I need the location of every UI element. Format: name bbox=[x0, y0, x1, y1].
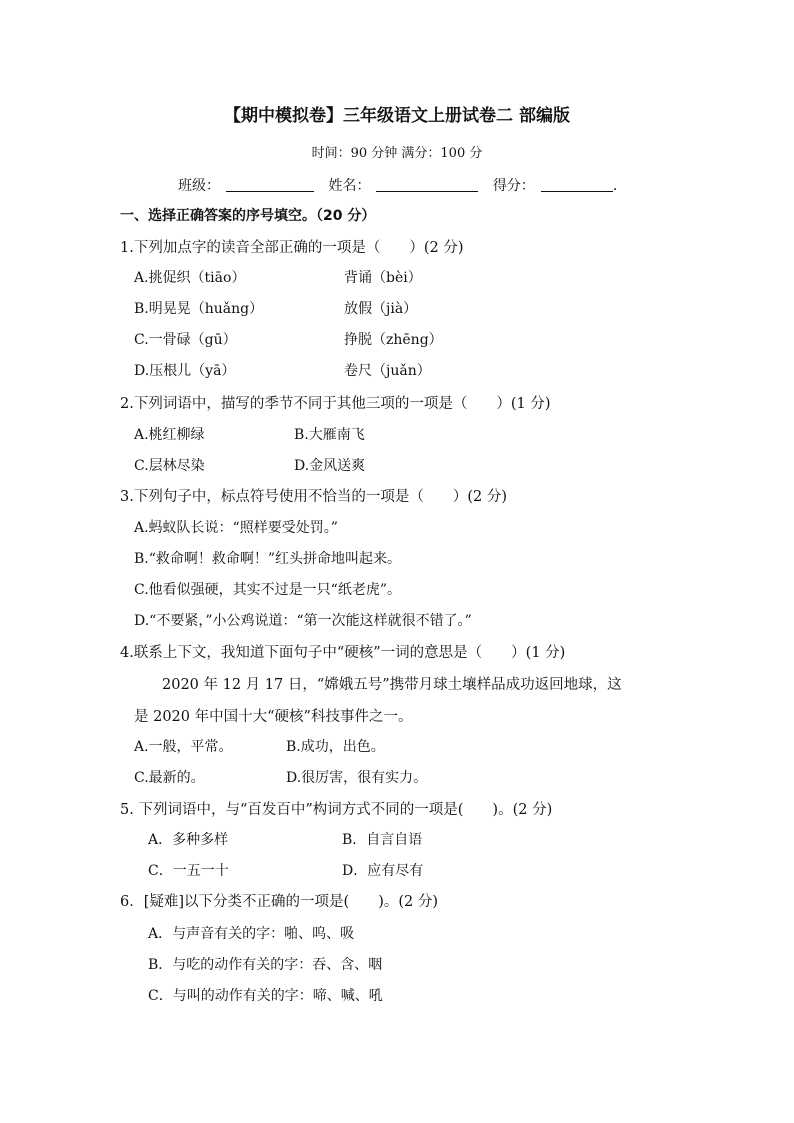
q1-option-c-second: 挣脱（zhēng） bbox=[344, 332, 443, 348]
q5-option-c[interactable]: C．一五一十 bbox=[148, 863, 229, 879]
q3-option-a[interactable]: A.蚂蚁队长说：“照样要受处罚。” bbox=[134, 520, 338, 536]
class-label: 班级： bbox=[178, 178, 220, 194]
q1-option-a[interactable]: A.挑促织（tiāo） bbox=[134, 270, 246, 286]
exam-time-info: 时间：90 分钟 满分：100 分 bbox=[311, 146, 483, 161]
score-label: 得分： bbox=[492, 178, 535, 194]
question-1-stem: 1.下列加点字的读音全部正确的一项是（ ）(2 分) bbox=[120, 240, 464, 256]
q1-option-d[interactable]: D.压根儿（yā） bbox=[134, 363, 236, 379]
q4-passage-line-1: 2020 年 12 月 17 日，“嫦娥五号”携带月球土壤样品成功返回地球，这 bbox=[162, 677, 622, 693]
q4-passage-line-2: 是 2020 年中国十大“硬核”科技事件之一。 bbox=[134, 709, 413, 725]
q1-option-b-second: 放假（jià） bbox=[344, 301, 418, 317]
question-6-stem: 6．[疑难]以下分类不正确的一项是( )。(2 分) bbox=[120, 894, 439, 910]
name-blank[interactable] bbox=[376, 177, 478, 192]
student-info-row bbox=[178, 176, 617, 196]
section-heading: 一、选择正确答案的序号填空。（20 分） bbox=[120, 208, 376, 224]
q4-option-b[interactable]: B.成功，出色。 bbox=[286, 739, 385, 755]
q4-option-a[interactable]: A.一般，平常。 bbox=[134, 739, 233, 755]
name-label: 姓名： bbox=[328, 178, 371, 194]
q3-option-c[interactable]: C.他看似强硬，其实不过是一只“纸老虎”。 bbox=[134, 582, 401, 598]
q4-option-d[interactable]: D.很厉害，很有实力。 bbox=[286, 770, 428, 786]
q5-option-b[interactable]: B．自言自语 bbox=[342, 832, 423, 848]
q3-option-d[interactable]: D.“不要紧，”小公鸡说道：“第一次能这样就很不错了。” bbox=[134, 613, 472, 629]
score-blank[interactable] bbox=[541, 177, 613, 192]
question-2-stem: 2.下列词语中，描写的季节不同于其他三项的一项是（ ）(1 分) bbox=[120, 396, 551, 412]
q6-option-a[interactable]: A．与声音有关的字：啪、呜、吸 bbox=[148, 926, 355, 942]
q5-option-d[interactable]: D．应有尽有 bbox=[342, 863, 424, 879]
question-3-stem: 3.下列句子中，标点符号使用不恰当的一项是（ ）(2 分) bbox=[120, 489, 507, 505]
q3-option-b[interactable]: B.“救命啊！救命啊！”红头拼命地叫起来。 bbox=[134, 551, 402, 567]
q1-option-d-second: 卷尺（juǎn） bbox=[344, 363, 431, 379]
q5-option-a[interactable]: A．多种多样 bbox=[148, 832, 229, 848]
page-title: 【期中模拟卷】三年级语文上册试卷二 部编版 bbox=[224, 106, 570, 126]
q1-option-b[interactable]: B.明晃晃（huǎng） bbox=[134, 301, 264, 317]
q1-option-a-second: 背诵（bèi） bbox=[344, 270, 422, 286]
q6-option-c[interactable]: C．与叫的动作有关的字：啼、喊、吼 bbox=[148, 988, 383, 1004]
end-mark: . bbox=[612, 178, 618, 194]
q1-option-c[interactable]: C.一骨碌（gū） bbox=[134, 332, 237, 348]
q4-option-c[interactable]: C.最新的。 bbox=[134, 770, 205, 786]
q2-option-b[interactable]: B.大雁南飞 bbox=[294, 427, 365, 443]
question-4-stem: 4.联系上下文，我知道下面句子中“硬核”一词的意思是（ ）(1 分) bbox=[120, 645, 566, 661]
q2-option-a[interactable]: A.桃红柳绿 bbox=[134, 427, 205, 443]
question-5-stem: 5. 下列词语中，与“百发百中”构词方式不同的一项是( )。(2 分) bbox=[120, 802, 553, 818]
q6-option-b[interactable]: B．与吃的动作有关的字：吞、含、咽 bbox=[148, 957, 383, 973]
q2-option-c[interactable]: C.层林尽染 bbox=[134, 458, 205, 474]
class-blank[interactable] bbox=[226, 177, 314, 192]
q2-option-d[interactable]: D.金风送爽 bbox=[294, 458, 366, 474]
